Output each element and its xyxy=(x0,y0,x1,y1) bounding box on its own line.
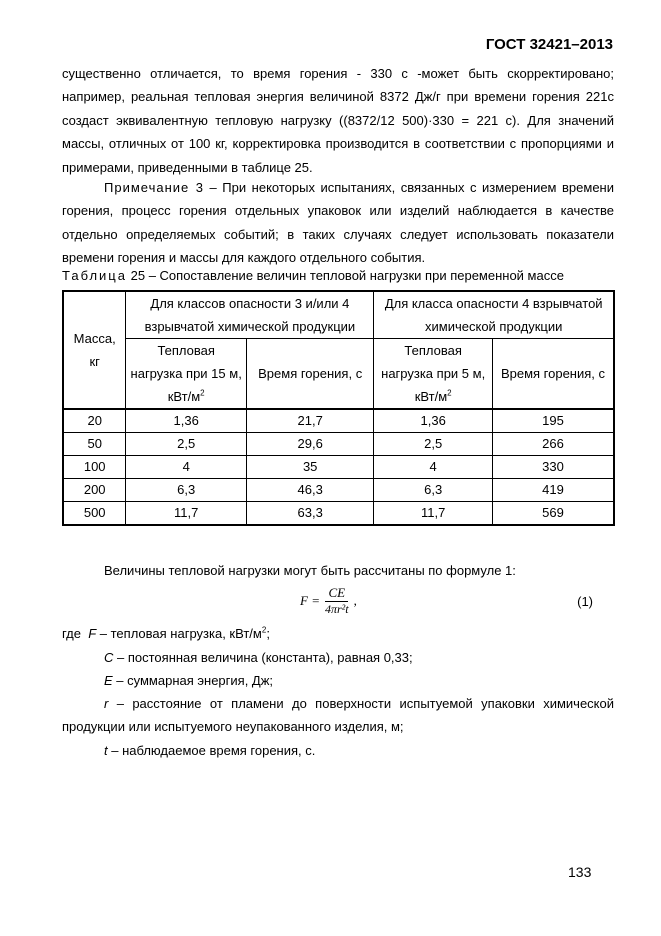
definition-t: t – наблюдаемое время горения, с. xyxy=(104,743,316,758)
formula-numerator: CE xyxy=(325,585,348,602)
cell-time-1: 29,6 xyxy=(246,433,373,456)
table-caption xyxy=(62,268,622,283)
cell-time-1: 35 xyxy=(246,456,373,479)
formula-fraction xyxy=(322,585,352,617)
formula-trail: , xyxy=(353,593,357,608)
table-caption-label: Таблица xyxy=(62,268,127,283)
cell-load-15: 11,7 xyxy=(126,502,247,526)
cell-load-15: 6,3 xyxy=(126,479,247,502)
note-label: Примечание 3 xyxy=(104,180,205,195)
cell-load-15: 4 xyxy=(126,456,247,479)
note-text: – При некоторых испытаниях, связанных с измерением времени горения, процесс горения отдельных упаковок или изделий наблюдается в качестве отдельно определяемых событий; в таких случаях следует использовать показатели времени горения и массы для каждого отдельного события. xyxy=(62,180,614,266)
formula-intro: Величины тепловой нагрузки могут быть рассчитаны по формуле 1: xyxy=(104,563,516,578)
header-heat-load-5m: Тепловая нагрузка при 5 м, кВт/$м^2$ xyxy=(374,339,493,410)
note-3 xyxy=(62,176,614,270)
table-row xyxy=(63,502,614,526)
cell-mass: 100 xyxy=(63,456,126,479)
definition-r: r – расстояние от пламени до поверхности испытуемой упаковки химической продукции или испытуемого неупакованного изделия, м; xyxy=(62,696,614,735)
table-row xyxy=(63,409,614,433)
header-burn-time-1: Время горения, с xyxy=(246,339,373,410)
equation-number: (1) xyxy=(577,594,593,609)
cell-load-5: 11,7 xyxy=(374,502,493,526)
table-caption-text: – Сопоставление величин тепловой нагрузки при переменной массе xyxy=(145,268,564,283)
cell-load-5: 2,5 xyxy=(374,433,493,456)
definition-F: где F – тепловая нагрузка, кВт/$м^2$; xyxy=(62,625,270,641)
cell-mass: 500 xyxy=(63,502,126,526)
cell-time-1: 46,3 xyxy=(246,479,373,502)
header-group-class-3-4: Для классов опасности 3 и/или 4 взрывчатой химической продукции xyxy=(126,291,374,339)
header-group-class-4: Для класса опасности 4 взрывчатой химической продукции xyxy=(374,291,614,339)
cell-mass: 20 xyxy=(63,409,126,433)
cell-mass: 50 xyxy=(63,433,126,456)
header-mass: Масса, кг xyxy=(63,291,126,409)
cell-time-2: 266 xyxy=(492,433,614,456)
cell-mass: 200 xyxy=(63,479,126,502)
table-row xyxy=(63,479,614,502)
paragraph-burn-time-correction: существенно отличается, то время горения - 330 с -может быть скорректировано; например, реальная тепловая энергия величиной 8372 Дж/г при времени горения 221с создаст эквивалентную тепловую нагрузку ((8372/12 500)·330 = 221 с). Для значений массы, отличных от 100 кг, корректировка производится в соответствии с пропорциями и примерами, приведенными в таблице 25. xyxy=(62,66,614,175)
cell-time-1: 63,3 xyxy=(246,502,373,526)
heat-load-table xyxy=(62,290,615,526)
cell-load-15: 1,36 xyxy=(126,409,247,433)
standard-code-header: ГОСТ 32421–2013 xyxy=(485,36,613,53)
formula-1 xyxy=(300,585,357,617)
cell-time-2: 330 xyxy=(492,456,614,479)
header-burn-time-2: Время горения, с xyxy=(492,339,614,410)
table-row xyxy=(63,456,614,479)
cell-time-2: 419 xyxy=(492,479,614,502)
cell-time-1: 21,7 xyxy=(246,409,373,433)
formula-lhs: F = xyxy=(300,593,320,608)
formula-denominator: 4πr²t xyxy=(324,602,349,616)
cell-time-2: 569 xyxy=(492,502,614,526)
cell-time-2: 195 xyxy=(492,409,614,433)
definition-E: E – суммарная энергия, Дж; xyxy=(104,673,274,688)
cell-load-5: 1,36 xyxy=(374,409,493,433)
table-row xyxy=(63,433,614,456)
cell-load-5: 4 xyxy=(374,456,493,479)
cell-load-15: 2,5 xyxy=(126,433,247,456)
cell-load-5: 6,3 xyxy=(374,479,493,502)
definition-C: C – постоянная величина (константа), равная 0,33; xyxy=(104,650,413,665)
table-caption-number: 25 xyxy=(130,268,146,283)
header-heat-load-15m: Тепловая нагрузка при 15 м, кВт/$м^2$ xyxy=(126,339,247,410)
page-number: 133 xyxy=(568,864,592,880)
